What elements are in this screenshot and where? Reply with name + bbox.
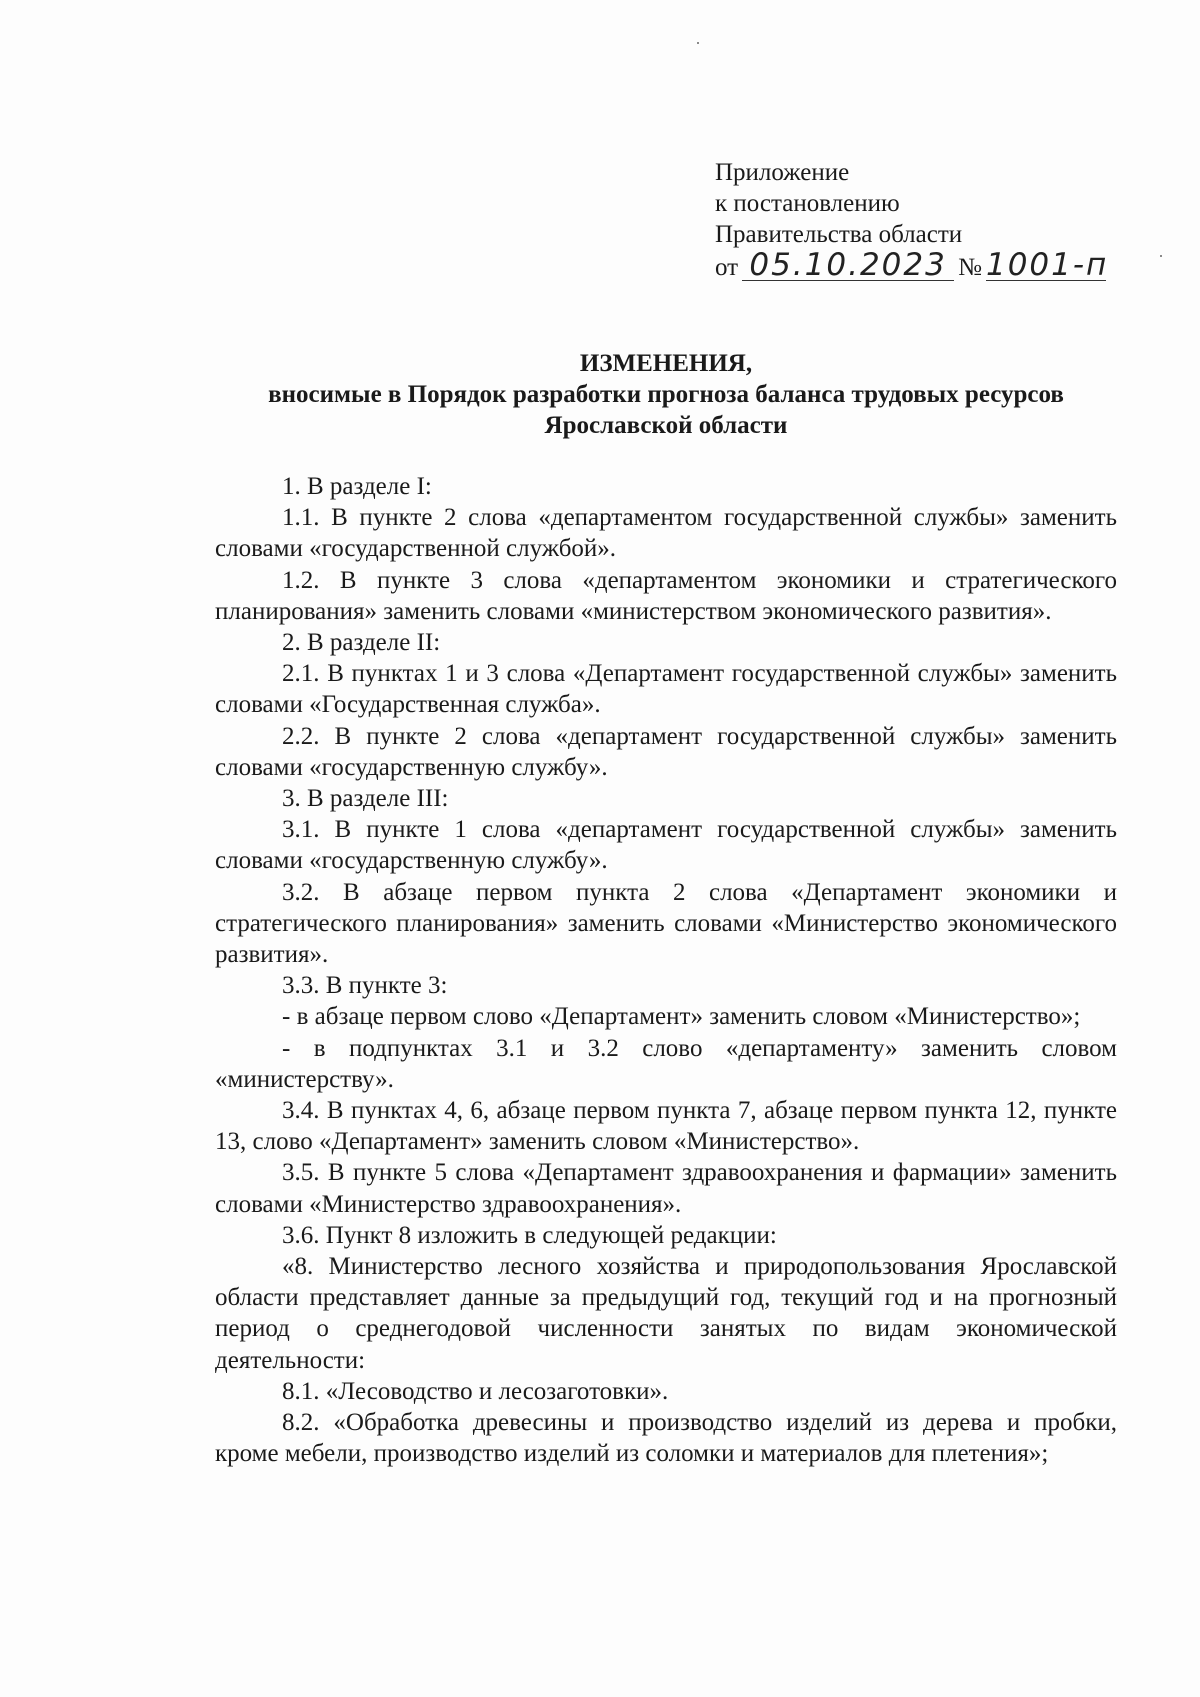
paragraph-section-3: 3. В разделе III: [282,785,449,813]
number-sign: № [958,254,982,281]
paragraph-1-1: 1.1. В пункте 2 слова «департаментом государственной службы» заменить словами «государственной службой». [215,504,1117,563]
paragraph-3-3-item-1: - в абзаце первом слово «Департамент» заменить словом «Министерство»; [282,1003,1081,1031]
document-title [215,348,1117,441]
scan-speck [697,42,699,44]
title-subtitle-line2: Ярославской области [544,412,788,439]
paragraph-section-2: 2. В разделе II: [282,629,441,657]
paragraph-section-1: 1. В разделе I: [282,473,432,500]
document-body [215,471,1117,1470]
appendix-header [715,157,1109,284]
appendix-government-label: Правительства области [715,221,963,248]
paragraph-1-2: 1.2. В пункте 3 слова «департаментом экономики и стратегического планирования» заменить словами «министерством экономического развития». [215,566,1117,625]
paragraph-3-3: 3.3. В пункте 3: [282,972,448,1000]
paragraph-3-5: 3.5. В пункте 5 слова «Департамент здравоохранения и фармации» заменить словами «Министерство здравоохранения». [215,1159,1117,1218]
paragraph-8-2: 8.2. «Обработка древесины и производство изделий из дерева и пробки, кроме мебели, производство изделий из соломки и материалов для плетения»; [215,1409,1117,1468]
paragraph-8-1: 8.1. «Лесоводство и лесозаготовки». [282,1377,669,1405]
title-subtitle-line1: вносимые в Порядок разработки прогноза баланса трудовых ресурсов [268,381,1064,408]
paragraph-3-2: 3.2. В абзаце первом пункта 2 слова «Департамент экономики и стратегического планирования» заменить словами «Министерство экономического развития». [215,878,1117,969]
paragraph-2-1: 2.1. В пунктах 1 и 3 слова «Департамент государственной службы» заменить словами «Государственная служба». [215,660,1117,719]
appendix-label: Приложение [715,159,850,186]
from-label: от [715,254,739,281]
paragraph-3-3-item-2: - в подпунктах 3.1 и 3.2 слово «департаменту» заменить словом «министерству». [215,1034,1117,1093]
paragraph-3-6: 3.6. Пункт 8 изложить в следующей редакции: [282,1221,777,1249]
paragraph-8: «8. Министерство лесного хозяйства и природопользования Ярославской области представляет данные за предыдущий год, текущий год и на прогнозный период о среднегодовой численности занятых по видам экономической деятельности: [215,1253,1117,1374]
paragraph-3-4: 3.4. В пунктах 4, 6, абзаце первом пункта 7, абзаце первом пункта 12, пункте 13, слово «Департамент» заменить словом «Министерство». [215,1097,1117,1156]
paragraph-2-2: 2.2. В пункте 2 слова «департамент государственной службы» заменить словами «государственную службу». [215,722,1117,781]
handwritten-date: 05.10.2023 [742,250,954,281]
scan-speck [1160,255,1162,257]
appendix-resolution-label: к постановлению [715,190,900,217]
appendix-date-number-row [715,247,1109,284]
handwritten-number: 1001-п [985,247,1109,283]
paragraph-3-1: 3.1. В пункте 1 слова «департамент государственной службы» заменить словами «государственную службу». [215,816,1117,875]
title-heading: ИЗМЕНЕНИЯ, [579,350,753,377]
